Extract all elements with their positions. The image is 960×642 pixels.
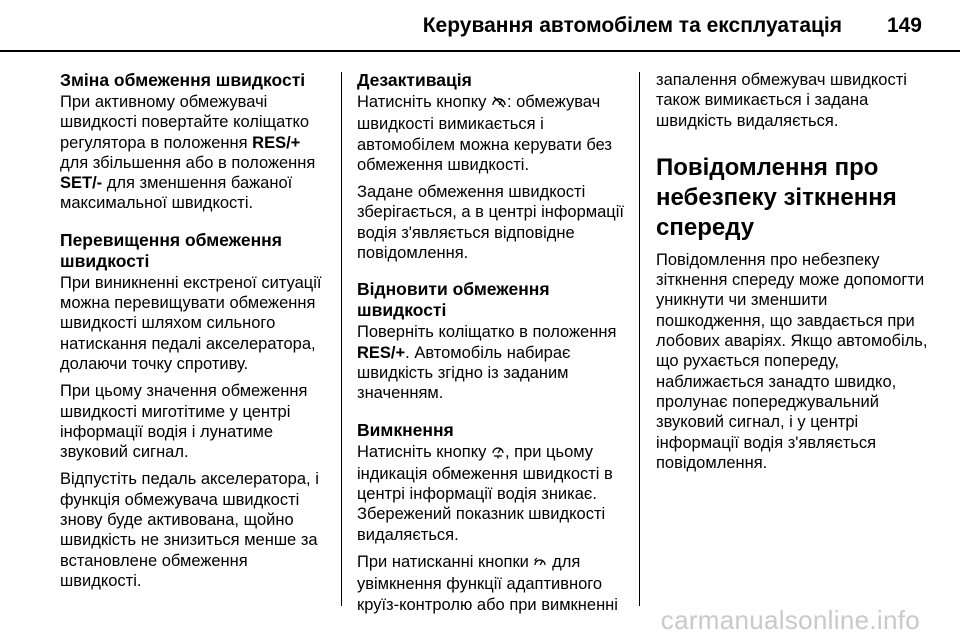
cruise-control-icon (533, 554, 547, 574)
paragraph: Відпустіть педаль акселератора, і функція обмежувача швидкості знову буде активована, щойно швидкість не знизиться менше за встановлене обмеження швидкості. (60, 470, 319, 590)
paragraph: Задане обмеження швидкості зберігається, а в центрі інформації водія з'являється відповідне повідомлення. (357, 183, 624, 263)
column-3 (656, 70, 928, 480)
paragraph: При виникненні екстреної ситуації можна перевищувати обмеження швидкості шляхом сильного натискання педалі акселератора, долаючи точку спротиву. (60, 273, 322, 373)
paragraph: запалення обмежувач швидкості також вимикається і задана швидкість видаляється. (656, 71, 907, 130)
column-divider-2 (639, 72, 640, 606)
paragraph: При натисканні кнопки для увімкнення функції адаптивного круїз-контролю або при вимкненні (357, 553, 618, 614)
limiter-icon (491, 444, 505, 464)
section-title: Повідомлення про небезпеку зіткнення спереду (656, 153, 897, 241)
column-2 (357, 70, 629, 631)
section-forward-collision-alert (656, 153, 928, 243)
paragraph: Натисніть кнопку : обмежувач швидкості вимикається і автомобілем можна керувати без обмеження швидкості. (357, 93, 612, 174)
watermark: carmanualsonline.info (660, 605, 920, 635)
paragraph: При цьому значення обмеження швидкості миготітиме у центрі інформації водія і лунатиме звуковий сигнал. (60, 382, 308, 462)
cruise-cancel-icon (491, 94, 507, 114)
page-number: 149 (886, 14, 922, 37)
section-speed-limit-change (60, 70, 330, 214)
section-heading: Дезактивація (357, 70, 472, 90)
paragraph: Повідомлення про небезпеку зіткнення спереду може допомогти уникнути чи зменшити пошкодження, що завдається при лобових аваріях. Якщо автомобіль, що рухається попереду, наближається занадто швидко, пролунає попереджувальний звуковий сигнал, і у центрі інформації водія з'являється повідомлення. (656, 250, 928, 472)
column-1 (60, 70, 330, 607)
paragraph: При активному обмежувачі швидкості повертайте коліщатко регулятора в положення RES/+ для збільшення або в положення SET/- для зменшення бажаної максимальної швидкості. (60, 93, 316, 213)
section-heading: Зміна обмеження швидкості (60, 70, 306, 90)
section-heading: Відновити обмеження швидкості (357, 279, 550, 321)
section-heading: Вимкнення (357, 419, 454, 440)
paragraph: Поверніть коліщатко в положення RES/+. Автомобіль набирає швидкість згідно із заданим значенням. (357, 323, 617, 403)
section-heading: Перевищення обмеження швидкості (60, 229, 282, 271)
column-divider-1 (341, 72, 342, 606)
section-exceeding-limit (60, 230, 330, 591)
header-title: Керування автомобілем та експлуатація (422, 14, 842, 37)
section-deactivation (357, 70, 629, 263)
section-resume-limit (357, 279, 629, 403)
page-header (0, 0, 960, 48)
paragraph: Натисніть кнопку , при цьому індикація обмеження швидкості в центрі інформації водія зникає. Збережений показник швидкості видаляється. (357, 442, 613, 544)
header-rule (0, 50, 960, 52)
section-switch-off (357, 420, 629, 615)
